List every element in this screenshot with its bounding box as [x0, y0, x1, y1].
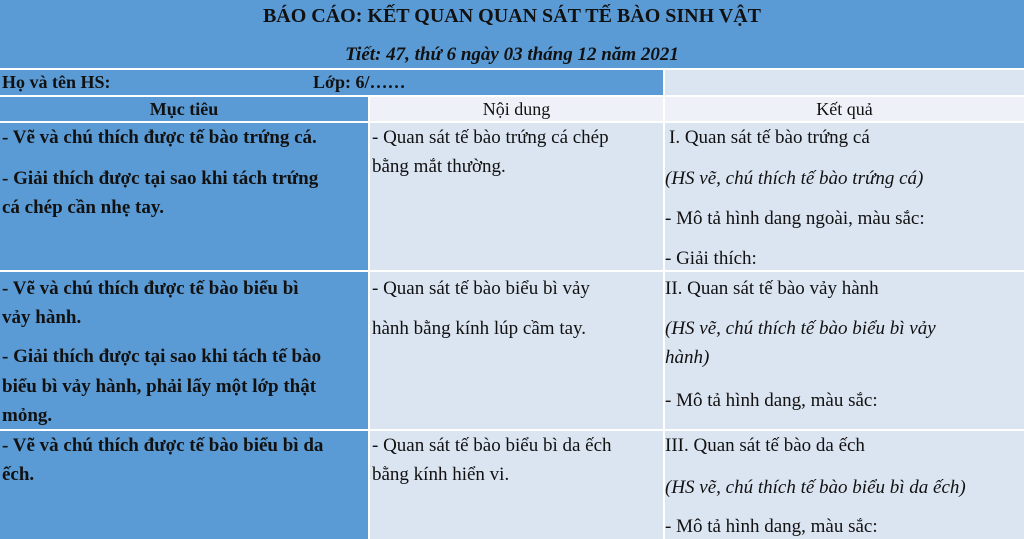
row1-goal-line: - Giải thích được tại sao khi tách trứng — [2, 168, 319, 189]
header-result: Kết quả — [665, 97, 1024, 121]
row1-result-line: - Mô tả hình dang ngoài, màu sắc: — [665, 208, 925, 229]
row1-goal-line: - Vẽ và chú thích được tế bào trứng cá. — [2, 127, 317, 148]
row2-result-line: hành) — [665, 347, 710, 368]
row2-result-line: - Mô tả hình dang, màu sắc: — [665, 390, 878, 411]
row2-content-line: - Quan sát tế bào biểu bì vảy — [372, 278, 590, 299]
row2-result-line: II. Quan sát tế bào vảy hành — [665, 278, 879, 299]
student-name-label: Họ và tên HS: — [2, 72, 111, 92]
row3-content-line: bằng kính hiển vi. — [372, 464, 510, 485]
row1-goal-line: cá chép cần nhẹ tay. — [2, 197, 165, 218]
row2-goal-line: vảy hành. — [2, 307, 82, 328]
row3-result-line: - Mô tả hình dang, màu sắc: — [665, 516, 878, 537]
row3-result-line: (HS vẽ, chú thích tế bào biểu bì da ếch) — [665, 477, 966, 498]
header-content: Nội dung — [370, 97, 663, 121]
row2-goal-line: mỏng. — [2, 405, 53, 426]
row2-goal-line: - Vẽ và chú thích được tế bào biểu bì — [2, 278, 299, 299]
row1-result-line: I. Quan sát tế bào trứng cá — [669, 127, 870, 148]
student-info-blank — [665, 70, 1024, 95]
row3-content-line: - Quan sát tế bào biểu bì da ếch — [372, 435, 612, 456]
report-title: BÁO CÁO: KẾT QUAN QUAN SÁT TẾ BÀO SINH VẬT — [262, 5, 762, 27]
row2-content-line: hành bằng kính lúp cầm tay. — [372, 318, 587, 339]
row2-result-line: (HS vẽ, chú thích tế bào biểu bì vảy — [665, 318, 936, 339]
row3-goal-line: ếch. — [2, 464, 35, 485]
row2-goal-line: biểu bì vảy hành, phải lấy một lớp thật — [2, 376, 317, 397]
row1-content-line: - Quan sát tế bào trứng cá chép — [372, 127, 609, 148]
row1-result-line: (HS vẽ, chú thích tế bào trứng cá) — [665, 168, 924, 189]
row2-goal-line: - Giải thích được tại sao khi tách tế bào — [2, 346, 322, 367]
student-class-label: Lớp: 6/…… — [313, 72, 406, 92]
row3-result-line: III. Quan sát tế bào da ếch — [665, 435, 865, 456]
row3-goal-line: - Vẽ và chú thích được tế bào biểu bì da — [2, 435, 324, 456]
header-goal: Mục tiêu — [0, 97, 368, 121]
row1-result-line: - Giải thích: — [665, 248, 757, 269]
row1-content-line: bằng mắt thường. — [372, 156, 506, 177]
report-subtitle: Tiết: 47, thứ 6 ngày 03 tháng 12 năm 2021 — [345, 44, 679, 65]
